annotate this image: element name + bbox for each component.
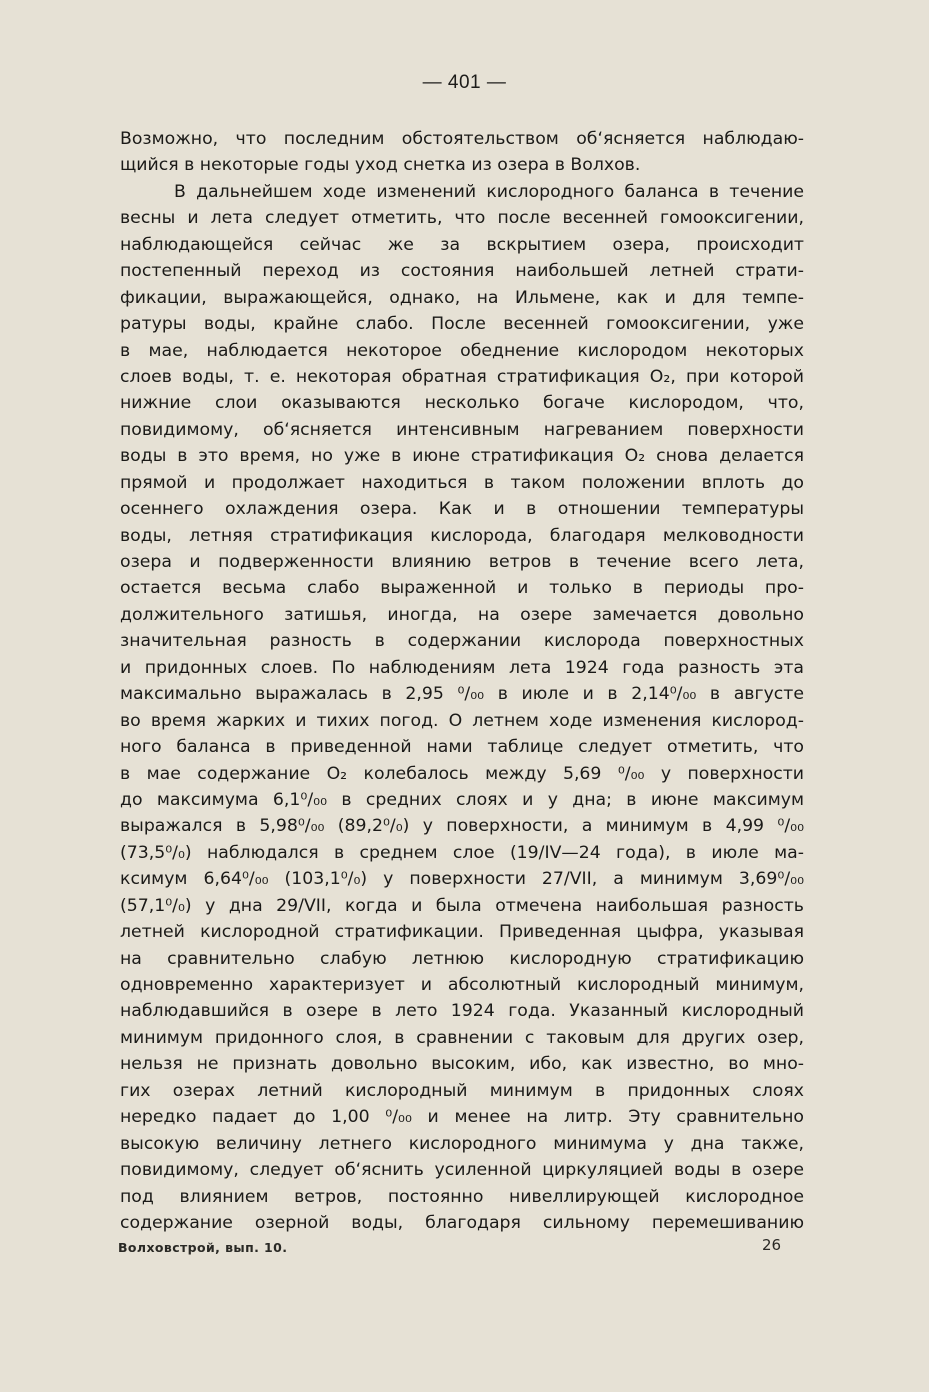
text-line: повидимому, об‘ясняется интенсивным нагреванием поверхности — [120, 419, 804, 440]
text-line: постепенный переход из состояния наибольшей летней страти- — [120, 261, 804, 282]
text-line: в мае содержание O₂ колебалось между 5,69 ⁰/₀₀ у поверхности — [120, 763, 804, 784]
text-line: щийся в некоторые годы уход снетка из озера в Волхов. — [120, 155, 641, 176]
text-line: нередко падает до 1,00 ⁰/₀₀ и менее на литр. Эту сравнительно — [120, 1107, 804, 1128]
text-line: В дальнейшем ходе изменений кислородного баланса в течение — [174, 181, 804, 202]
text-line: одновременно характеризует и абсолютный кислородный минимум, — [120, 975, 804, 995]
text-line: остается весьма слабо выраженной и только в периоды про- — [120, 578, 804, 599]
text-line: нельзя не признать довольно высоким, ибо, как известно, во мно- — [120, 1054, 804, 1075]
text-line: на сравнительно слабую летнюю кислородную стратификацию — [120, 948, 804, 969]
text-line: воды в это время, но уже в июне стратификация O₂ снова делается — [120, 446, 804, 467]
text-line: слоев воды, т. е. некоторая обратная стратификация O₂, при которой — [120, 366, 804, 387]
text-line: озера и подверженности влиянию ветров в течение всего лета, — [120, 552, 804, 572]
text-line: наблюдавшийся в озере в лето 1924 года. Указанный кислородный — [120, 1001, 804, 1022]
text-line: наблюдающейся сейчас же за вскрытием озера, происходит — [120, 234, 804, 255]
text-line: и придонных слоев. По наблюдениям лета 1924 года разность эта — [120, 657, 804, 678]
text-line: летней кислородной стратификации. Приведенная цыфра, указывая — [120, 922, 804, 943]
text-line: нижние слои оказываются несколько богаче кислородом, что, — [120, 393, 804, 414]
text-line: повидимому, следует об‘яснить усиленной циркуляцией воды в озере — [120, 1160, 804, 1181]
text-line: ного баланса в приведенной нами таблице следует отметить, что — [120, 737, 804, 758]
text-line: значительная разность в содержании кислорода поверхностных — [120, 631, 804, 652]
text-line: воды, летняя стратификация кислорода, благодаря мелководности — [120, 525, 804, 546]
text-line: прямой и продолжает находиться в таком положении вплоть до — [120, 472, 804, 493]
text-line: (57,1⁰/₀) у дна 29/VII, когда и была отмечена наибольшая разность — [120, 895, 804, 916]
body-text — [120, 126, 804, 1236]
page-number: — 401 — — [422, 72, 507, 93]
text-line: максимально выражалась в 2,95 ⁰/₀₀ в июле и в 2,14⁰/₀₀ в августе — [120, 684, 804, 705]
signature-mark: 26 — [762, 1236, 782, 1254]
text-line: до максимума 6,1⁰/₀₀ в средних слоях и у дна; в июне максимум — [120, 789, 804, 810]
text-line: ратуры воды, крайне слабо. После весенней гомооксигении, уже — [120, 314, 804, 335]
text-line: высокую величину летнего кислородного минимума у дна также, — [120, 1133, 804, 1154]
text-line: в мае, наблюдается некоторое обеднение кислородом некоторых — [120, 340, 804, 361]
text-line: под влиянием ветров, постоянно нивеллирующей кислородное — [120, 1186, 804, 1207]
text-line: ксимум 6,64⁰/₀₀ (103,1⁰/₀) у поверхности 27/VII, а минимум 3,69⁰/₀₀ — [120, 869, 804, 890]
text-line: осеннего охлаждения озера. Как и в отношении температуры — [120, 499, 804, 520]
footer-signature: Волховстрой, вып. 10. — [118, 1240, 288, 1255]
text-line: (73,5⁰/₀) наблюдался в среднем слое (19/IV—24 года), в июле ма- — [120, 842, 804, 863]
text-line: гих озерах летний кислородный минимум в придонных слоях — [120, 1080, 804, 1101]
text-line: выражался в 5,98⁰/₀₀ (89,2⁰/₀) у поверхности, а минимум в 4,99 ⁰/₀₀ — [120, 816, 804, 837]
text-line: должительного затишья, иногда, на озере замечается довольно — [120, 604, 804, 625]
text-line: весны и лета следует отметить, что после весенней гомооксигении, — [120, 208, 804, 229]
text-line: минимум придонного слоя, в сравнении с таковым для других озер, — [120, 1027, 804, 1048]
text-line: содержание озерной воды, благодаря сильному перемешиванию — [120, 1212, 804, 1233]
text-line: фикации, выражающейся, однако, на Ильмене, как и для темпе- — [120, 287, 804, 308]
text-line: во время жарких и тихих погод. О летнем ходе изменения кислород- — [120, 710, 804, 731]
text-line: Возможно, что последним обстоятельством об‘ясняется наблюдаю- — [120, 129, 804, 149]
